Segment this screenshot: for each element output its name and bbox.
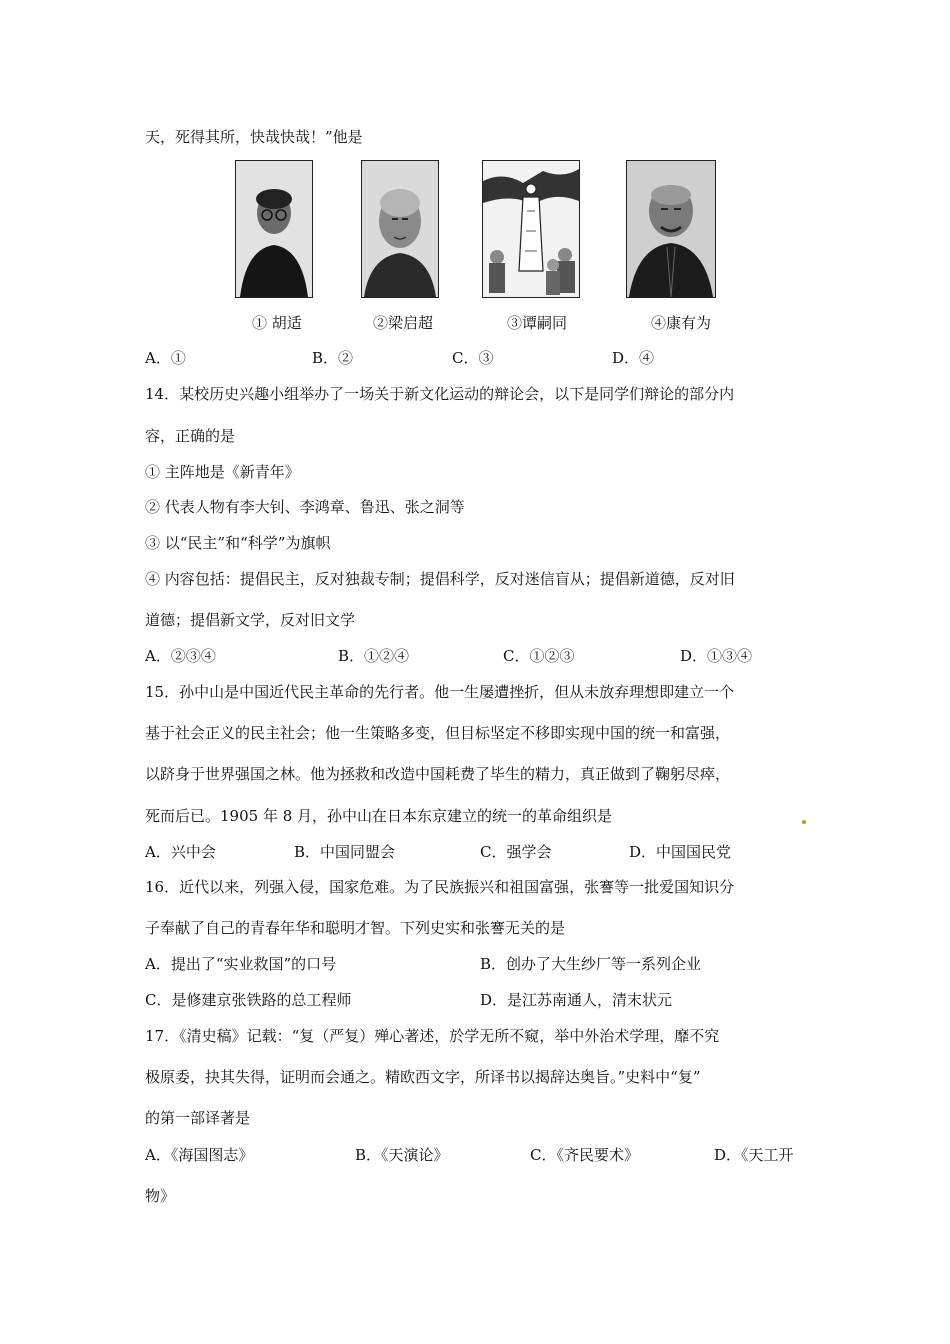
- photo-caption-2: ②梁启超: [373, 314, 434, 332]
- q15-option-c: C．强学会: [480, 843, 552, 861]
- q15-stem-line3: 以跻身于世界强国之林。他为拯救和改造中国耗费了毕生的精力，真正做到了鞠躬尽瘁，: [145, 765, 731, 783]
- q14-item-1: ① 主阵地是《新青年》: [145, 463, 300, 481]
- q14-stem-line1: 14．某校历史兴趣小组举办了一场关于新文化运动的辩论会，以下是同学们辩论的部分内: [145, 385, 735, 403]
- q17-option-b: B．《天演论》: [355, 1146, 449, 1164]
- q13-option-d: D．④: [612, 349, 655, 367]
- q13-option-a: A．①: [145, 349, 186, 367]
- q17-stem-line2: 极原委，抉其失得，证明而会通之。精欧西文字，所译书以揭辞达奥旨。”史料中“复”: [145, 1068, 701, 1086]
- q13-option-c: C．③: [452, 349, 494, 367]
- q16-option-b: B．创办了大生纱厂等一系列企业: [480, 955, 702, 973]
- q14-option-b: B．①②④: [338, 647, 410, 665]
- q15-stem-line1: 15．孙中山是中国近代民主革命的先行者。他一生屡遭挫折，但从未放弃理想即建立一个: [145, 683, 735, 701]
- q17-option-c: C．《齐民要术》: [530, 1146, 639, 1164]
- photo-caption-1: ① 胡适: [252, 314, 302, 332]
- q14-option-d: D．①③④: [680, 647, 753, 665]
- q14-item-3: ③ 以“民主”和“科学”为旗帜: [145, 534, 331, 552]
- photo-caption-3: ③谭嗣同: [507, 314, 568, 332]
- portrait-tan-sitong-image: [483, 161, 579, 297]
- q16-option-c: C．是修建京张铁路的总工程师: [145, 991, 352, 1009]
- portrait-hu-shi-image: [236, 161, 312, 297]
- q15-stem-line2: 基于社会正义的民主社会；他一生策略多变，但目标坚定不移即实现中国的统一和富强，: [145, 724, 731, 742]
- portrait-tan-sitong: [482, 160, 580, 298]
- q15-option-b: B．中国同盟会: [294, 843, 396, 861]
- portrait-liang-qichao-image: [362, 161, 438, 297]
- q14-item-4-cont: 道德；提倡新文学，反对旧文学: [145, 611, 356, 629]
- stray-mark: [802, 820, 806, 824]
- q17-option-a: A．《海国图志》: [145, 1146, 254, 1164]
- q15-stem-line4: 死而后已。1905 年 8 月，孙中山在日本东京建立的统一的革命组织是: [145, 807, 613, 825]
- q16-stem-line1: 16．近代以来，列强入侵，国家危难。为了民族振兴和祖国富强，张謇等一批爱国知识分: [145, 878, 735, 896]
- q17-stem-line3: 的第一部译著是: [145, 1109, 251, 1127]
- q14-stem-line2: 容，正确的是: [145, 427, 236, 445]
- portrait-kang-youwei: [626, 160, 716, 298]
- q14-option-c: C．①②③: [503, 647, 575, 665]
- q17-stem-line1: 17．《清史稿》记载：“复（严复）殚心著述，於学无所不窥，举中外治术学理，靡不究: [145, 1027, 720, 1045]
- q16-option-d: D．是江苏南通人，清末状元: [480, 991, 673, 1009]
- q13-option-b: B．②: [312, 349, 354, 367]
- q16-option-a: A．提出了“实业救国”的口号: [145, 955, 337, 973]
- q14-option-a: A．②③④: [145, 647, 216, 665]
- q15-option-a: A．兴中会: [145, 843, 216, 861]
- portrait-hu-shi: [235, 160, 313, 298]
- q16-stem-line2: 子奉献了自己的青春年华和聪明才智。下列史实和张謇无关的是: [145, 919, 566, 937]
- photo-caption-4: ④康有为: [651, 314, 712, 332]
- q15-option-d: D．中国国民党: [629, 843, 732, 861]
- q13-stem-tail: 天，死得其所，快哉快哉！”他是: [145, 128, 363, 146]
- q17-option-d: D．《天工开: [714, 1146, 794, 1164]
- q17-option-d-cont: 物》: [145, 1187, 176, 1205]
- portrait-liang-qichao: [361, 160, 439, 298]
- q14-item-2: ② 代表人物有李大钊、李鸿章、鲁迅、张之洞等: [145, 498, 465, 516]
- q14-item-4: ④ 内容包括：提倡民主，反对独裁专制；提倡科学，反对迷信盲从；提倡新道德，反对旧: [145, 570, 735, 588]
- portrait-kang-youwei-image: [627, 161, 715, 297]
